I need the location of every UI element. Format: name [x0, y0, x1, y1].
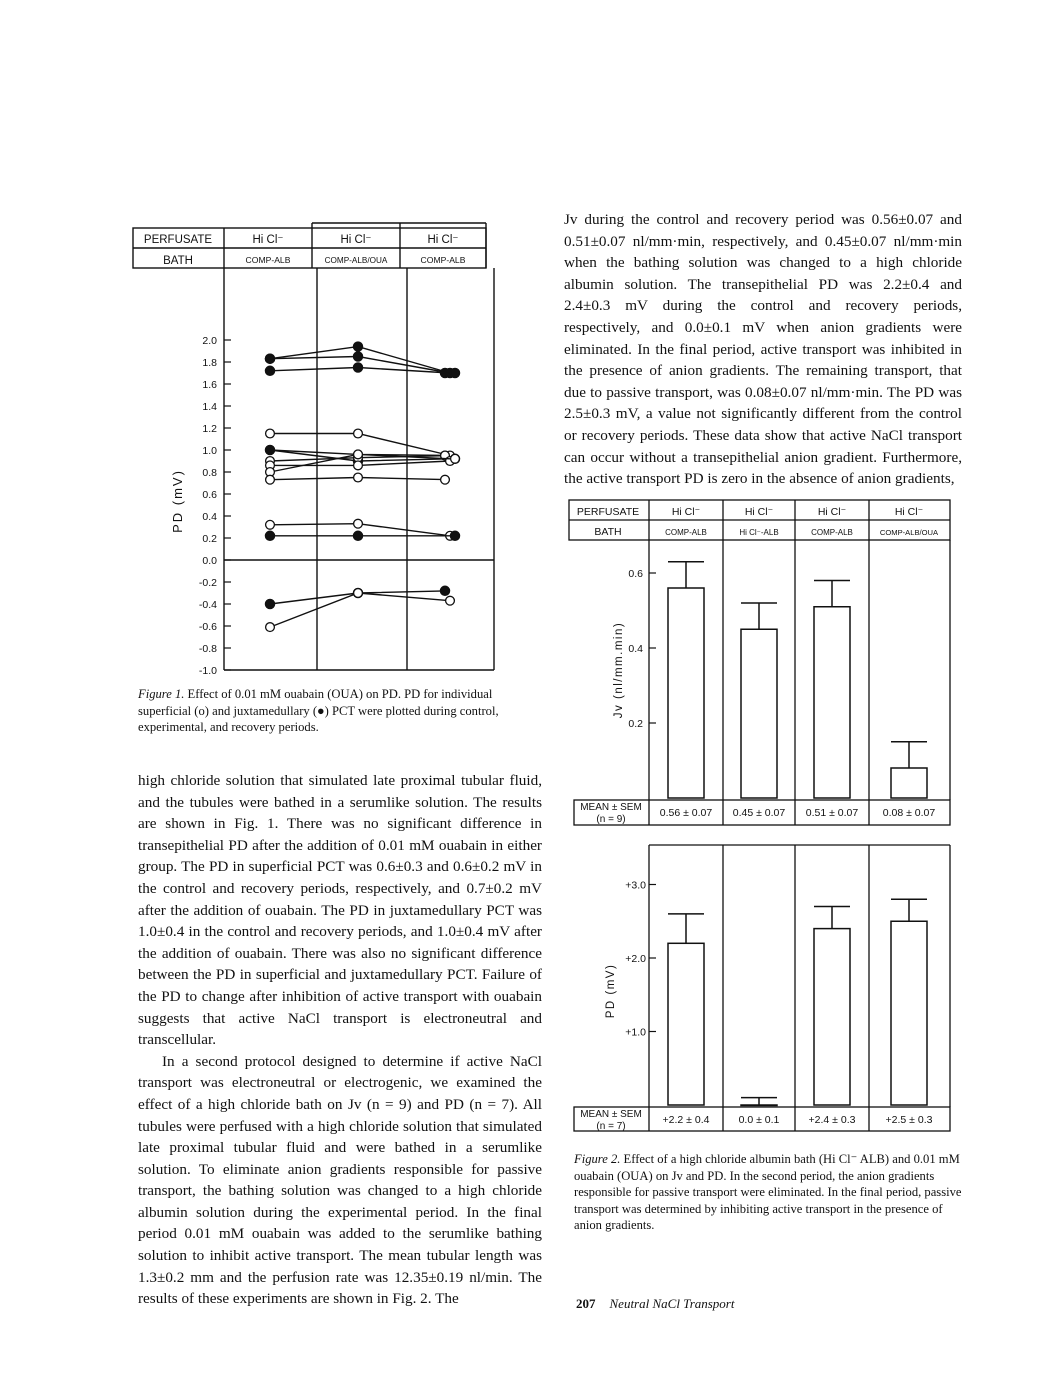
page-footer: [576, 1296, 734, 1312]
fig1-point-superficial: [441, 475, 450, 484]
left-paragraph-1: high chloride solution that simulated late proximal tubular fluid, and the tubules were bathed in a serumlike solution. The results are shown in Fig. 1. There was no significant difference in transepithelial PD after the addition of 0.01 mM ouabain in either group. The PD in superficial PCT was 0.6±0.3 and 0.6±0.2 mV in the control and recovery periods, respectively, and 0.7±0.2 mV after the addition of ouabain. The PD in juxtamedullary PCT was 1.0±0.4 in the control and recovery periods, and 1.0±0.4 mV after the addition of ouabain. There was also no significant difference between the PD in superficial and juxtamedullary PCT. Failure of the PD to change after inhibition of active transport with ouabain suggests that active NaCl transport is electroneutral and transcellular.: [138, 772, 542, 1049]
fig1-point-juxtamedullary: [450, 531, 459, 540]
fig2-pd-bar: [668, 943, 704, 1105]
figure-2-caption-text: Effect of a high chloride albumin bath (Hi Cl⁻ ALB) and 0.01 mM ouabain (OUA) on Jv and PD. In the second period, the anion gradients responsible for passive transport were eliminated. In the final period, passive transport was determined by inhibiting active transport in the presence of anion gradients.: [574, 1152, 962, 1232]
fig1-point-superficial: [446, 596, 455, 605]
fig1-y-tick-label: -0.8: [198, 643, 217, 655]
fig2-jv-n-label: (n = 9): [596, 814, 626, 825]
fig1-y-ticks: [199, 335, 231, 677]
fig2-pd-y-ticks: [625, 880, 656, 1039]
fig1-point-juxtamedullary: [265, 366, 274, 375]
fig1-y-tick-label: 0.8: [202, 467, 217, 479]
fig1-series: [265, 342, 459, 632]
fig1-bath-label: BATH: [163, 255, 193, 267]
figure-2-caption: [574, 1151, 962, 1234]
fig1-y-tick-label: 2.0: [202, 335, 217, 347]
fig1-bath-3: COMP-ALB: [420, 255, 466, 265]
fig1-bath-2: COMP-ALB/OUA: [324, 256, 388, 265]
fig1-y-tick-label: 1.6: [202, 379, 217, 391]
fig1-y-tick-label: 1.8: [202, 357, 217, 369]
fig2-perfusate-1: Hi Cl⁻: [671, 506, 701, 518]
fig1-point-juxtamedullary: [265, 354, 274, 363]
fig1-point-juxtamedullary: [265, 445, 274, 454]
fig1-y-tick-label: -0.6: [198, 621, 217, 633]
fig2-bath-4: COMP-ALB/OUA: [879, 528, 939, 537]
fig1-y-tick-label: 1.2: [202, 423, 217, 435]
fig1-y-tick-label: 0.4: [202, 511, 217, 523]
fig1-y-tick-label: -0.4: [198, 599, 217, 611]
fig2-jv-mean-label: MEAN ± SEM: [580, 802, 642, 813]
fig1-point-superficial: [354, 450, 363, 459]
fig1-point-superficial: [354, 519, 363, 528]
fig2-pd-bar: [891, 921, 927, 1105]
fig1-point-superficial: [266, 429, 275, 438]
fig1-y-tick-label: 1.4: [202, 401, 217, 413]
page-number: 207: [576, 1296, 596, 1311]
fig2-pd-bar: [741, 1105, 777, 1106]
fig1-point-juxtamedullary: [265, 599, 274, 608]
fig2-pd-y-tick-label: +3.0: [625, 879, 646, 892]
fig2-bath-1: COMP-ALB: [665, 528, 707, 537]
fig2-jv-bar: [741, 629, 777, 798]
fig2-pd-y-tick-label: +2.0: [625, 953, 646, 965]
fig2-pd-y-axis-label: PD (mV): [605, 963, 617, 1019]
fig1-perfusate-label: PERFUSATE: [143, 234, 213, 246]
fig2-jv-y-axis-label: Jv (nl/mm.min): [613, 621, 625, 719]
fig1-point-juxtamedullary: [440, 586, 449, 595]
fig2-pd-bar: [814, 929, 850, 1105]
fig2-pd-n-label: (n = 7): [596, 1121, 626, 1132]
fig2-jv-y-tick-label: 0.4: [628, 643, 643, 655]
fig1-point-superficial: [354, 589, 363, 598]
fig1-y-tick-label: 0.2: [202, 533, 217, 545]
fig2-jv-frame: [574, 540, 950, 825]
fig2-perfusate-3: Hi Cl⁻: [817, 506, 847, 518]
fig1-bath-1: COMP-ALB: [245, 255, 291, 265]
fig1-y-tick-label: 0.6: [202, 489, 217, 501]
fig2-jv-bar: [668, 588, 704, 798]
fig2-jv-value-label: 0.45 ± 0.07: [732, 807, 786, 819]
fig2-bath-3: COMP-ALB: [811, 528, 853, 537]
fig2-pd-value-labels: [663, 1114, 933, 1126]
fig2-jv-y-tick-label: 0.6: [628, 568, 643, 580]
fig1-point-juxtamedullary: [353, 342, 362, 351]
fig2-perfusate-4: Hi Cl⁻: [894, 506, 924, 518]
fig2-bath-label: BATH: [594, 526, 622, 538]
right-column-text: [564, 209, 962, 490]
right-paragraph: Jv during the control and recovery period was 0.56±0.07 and 0.51±0.07 nl/mm·min, respectively, and 0.45±0.07 nl/mm·min when the bathing solution was changed to a high chloride albumin solution. The transepithelial PD was 2.2±0.4 and 2.4±0.3 mV during the control and recovery periods, respectively, and 0.0±0.1 mV when anion gradients were eliminated. In the final period, active transport was inhibited in the presence of anion gradients. The remaining transport, that due to passive transport, was 0.08±0.07 nl/mm·min. The PD was 2.5±0.3 mV, a value not significantly different from the control or recovery periods. These data show that active NaCl transport can occur without a transepithelial anion gradient. Furthermore, the active transport PD is zero in the absence of anion gradients,: [564, 211, 962, 488]
fig1-point-juxtamedullary: [450, 368, 459, 377]
figure-2-caption-label: Figure 2.: [574, 1152, 621, 1166]
left-paragraph-2: In a second protocol designed to determine if active NaCl transport was electroneutral or electrogenic, we examined the effect of a high chloride bath on Jv (n = 9) and PD (n = 7). All tubules were perfused with a high chloride solution that simulated late proximal tubular fluid and were bathed in a serumlike solution. To eliminate anion gradients responsible for passive transport, the bathing solution was changed to a high chloride albumin solution during the experimental period. In the final period 0.01 mM ouabain was added to the serumlike bathing solution to inhibit active transport. The mean tubular length was 1.3±0.2 mm and the perfusion rate was 12.35±0.19 nl/min. The results of these experiments are shown in Fig. 2. The: [138, 1052, 542, 1308]
figure-2: [566, 495, 956, 1140]
fig2-jv-value-label: 0.56 ± 0.07: [659, 807, 713, 819]
fig2-jv-value-label: 0.08 ± 0.07: [882, 807, 936, 819]
fig2-pd-value-label: 0.0 ± 0.1: [738, 1114, 780, 1126]
fig1-point-superficial: [266, 623, 275, 632]
fig1-point-superficial: [354, 473, 363, 482]
fig1-point-superficial: [354, 429, 363, 438]
fig1-perfusate-2: Hi Cl⁻: [340, 234, 372, 246]
fig2-bath-2: Hi Cl⁻-ALB: [739, 528, 779, 537]
fig2-pd-y-tick-label: +1.0: [625, 1026, 646, 1039]
fig1-point-superficial: [354, 461, 363, 470]
fig2-jv-bar: [891, 768, 927, 798]
fig2-jv-bar: [814, 607, 850, 798]
fig1-y-axis-label: PD (mV): [170, 469, 185, 533]
fig1-point-superficial: [451, 454, 460, 463]
fig2-jv-y-tick-label: 0.2: [628, 718, 643, 730]
fig1-point-juxtamedullary: [265, 531, 274, 540]
fig2-jv-value-labels: [660, 807, 936, 819]
fig1-y-tick-label: 1.0: [202, 445, 217, 457]
figure-1-caption-text: Effect of 0.01 mM ouabain (OUA) on PD. PD for individual superficial (o) and juxtamedullary (●) PCT were plotted during control, experimental, and recovery periods.: [138, 687, 499, 734]
fig1-y-tick-label: 0.0: [202, 555, 217, 567]
figure-1: [130, 218, 500, 678]
fig2-jv-value-label: 0.51 ± 0.07: [805, 807, 859, 819]
figure-1-caption: [138, 686, 530, 736]
fig1-point-juxtamedullary: [353, 363, 362, 372]
fig1-y-tick-label: -1.0: [198, 665, 217, 677]
figure-1-caption-label: Figure 1.: [138, 687, 185, 701]
left-column-text: [138, 770, 542, 1310]
fig1-perfusate-1: Hi Cl⁻: [252, 234, 284, 246]
fig1-point-superficial: [266, 475, 275, 484]
fig1-point-superficial: [266, 520, 275, 529]
running-title: Neutral NaCl Transport: [609, 1296, 735, 1311]
fig1-point-juxtamedullary: [353, 531, 362, 540]
fig1-perfusate-3: Hi Cl⁻: [427, 234, 459, 246]
fig2-jv-y-ticks: [628, 568, 656, 730]
fig2-jv-bars: [668, 562, 927, 798]
fig1-series-line: [270, 593, 450, 627]
fig1-point-juxtamedullary: [353, 352, 362, 361]
fig2-pd-bars: [668, 899, 927, 1105]
fig2-perfusate-2: Hi Cl⁻: [744, 506, 774, 518]
fig1-y-tick-label: -0.2: [198, 577, 217, 589]
fig2-pd-value-label: +2.4 ± 0.3: [808, 1114, 856, 1126]
fig2-pd-value-label: +2.2 ± 0.4: [662, 1114, 710, 1126]
fig2-pd-mean-label: MEAN ± SEM: [580, 1109, 642, 1120]
fig2-perfusate-label: PERFUSATE: [576, 506, 640, 518]
fig2-pd-value-label: +2.5 ± 0.3: [885, 1114, 933, 1126]
